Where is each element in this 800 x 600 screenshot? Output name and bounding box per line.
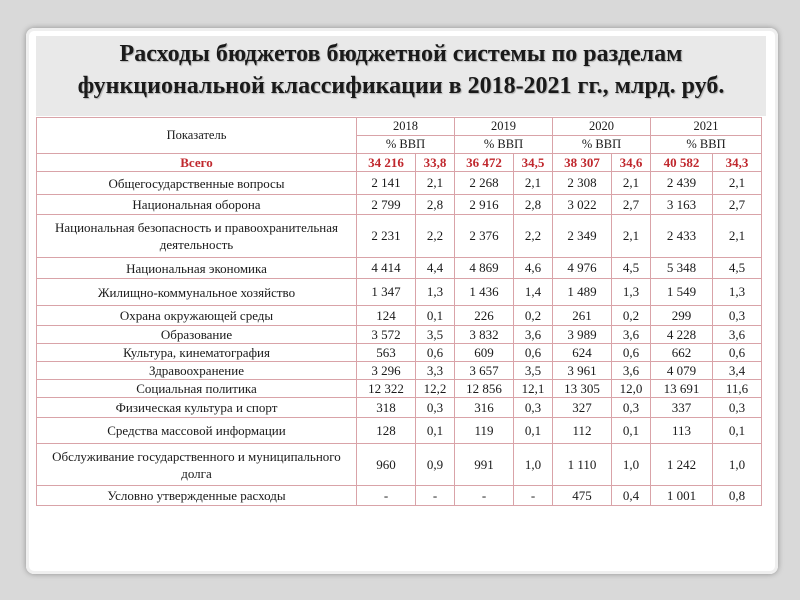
gdp-2021: 0,1 (713, 418, 762, 444)
value-2020: 2 349 (553, 215, 612, 258)
gdp-2018: 1,3 (416, 279, 455, 306)
value-2020: 327 (553, 398, 612, 418)
row-label: Культура, кинематография (37, 344, 357, 362)
gdp-2018: 0,1 (416, 418, 455, 444)
table-header-row-years (37, 118, 762, 136)
value-2020: 624 (553, 344, 612, 362)
value-2019: 1 436 (455, 279, 514, 306)
row-label: Средства массовой информации (37, 418, 357, 444)
value-2018: 2 799 (357, 195, 416, 215)
value-2019: 36 472 (455, 154, 514, 172)
table-row-total (37, 154, 762, 172)
value-2020: 1 110 (553, 444, 612, 486)
row-label: Условно утвержденные расходы (37, 486, 357, 506)
value-2018: 1 347 (357, 279, 416, 306)
value-2019: 2 916 (455, 195, 514, 215)
gdp-2020: 4,5 (612, 258, 651, 279)
gdp-2018: 2,2 (416, 215, 455, 258)
value-2021: 3 163 (651, 195, 713, 215)
table-row (37, 326, 762, 344)
gdp-2018: 3,5 (416, 326, 455, 344)
table-row (37, 380, 762, 398)
value-2018: 128 (357, 418, 416, 444)
gdp-2018: 12,2 (416, 380, 455, 398)
gdp-2021: 34,3 (713, 154, 762, 172)
header-gdp-2021: % ВВП (651, 136, 762, 154)
gdp-2019: 2,1 (514, 172, 553, 195)
value-2020: 3 989 (553, 326, 612, 344)
gdp-2019: 34,5 (514, 154, 553, 172)
value-2021: 4 079 (651, 362, 713, 380)
gdp-2020: 34,6 (612, 154, 651, 172)
row-label: Образование (37, 326, 357, 344)
gdp-2020: 12,0 (612, 380, 651, 398)
value-2019: 119 (455, 418, 514, 444)
gdp-2021: 1,0 (713, 444, 762, 486)
value-2019: 609 (455, 344, 514, 362)
slide-bottom-area (36, 526, 761, 566)
gdp-2019: - (514, 486, 553, 506)
row-label: Охрана окружающей среды (37, 306, 357, 326)
gdp-2019: 4,6 (514, 258, 553, 279)
gdp-2018: 0,9 (416, 444, 455, 486)
header-indicator: Показатель (37, 118, 357, 154)
row-label: Общегосударственные вопросы (37, 172, 357, 195)
table-row (37, 362, 762, 380)
value-2020: 3 961 (553, 362, 612, 380)
value-2018: 3 572 (357, 326, 416, 344)
gdp-2020: 0,1 (612, 418, 651, 444)
gdp-2021: 2,7 (713, 195, 762, 215)
gdp-2020: 0,4 (612, 486, 651, 506)
header-year-2018: 2018 (357, 118, 455, 136)
value-2020: 112 (553, 418, 612, 444)
value-2020: 38 307 (553, 154, 612, 172)
gdp-2018: 33,8 (416, 154, 455, 172)
gdp-2021: 2,1 (713, 215, 762, 258)
gdp-2020: 0,2 (612, 306, 651, 326)
gdp-2021: 0,3 (713, 398, 762, 418)
gdp-2021: 3,6 (713, 326, 762, 344)
table-row (37, 306, 762, 326)
row-label: Национальная экономика (37, 258, 357, 279)
value-2020: 4 976 (553, 258, 612, 279)
value-2020: 1 489 (553, 279, 612, 306)
gdp-2018: 2,1 (416, 172, 455, 195)
gdp-2018: 4,4 (416, 258, 455, 279)
gdp-2019: 1,0 (514, 444, 553, 486)
gdp-2019: 3,5 (514, 362, 553, 380)
value-2021: 113 (651, 418, 713, 444)
value-2018: 124 (357, 306, 416, 326)
gdp-2020: 2,1 (612, 215, 651, 258)
value-2021: 337 (651, 398, 713, 418)
table-row (37, 344, 762, 362)
value-2018: 2 141 (357, 172, 416, 195)
value-2019: 2 376 (455, 215, 514, 258)
row-label: Физическая культура и спорт (37, 398, 357, 418)
value-2021: 40 582 (651, 154, 713, 172)
slide-title: Расходы бюджетов бюджетной системы по разделам функциональной классификации в 2018-2021 гг., млрд. руб. (77, 41, 725, 99)
value-2021: 299 (651, 306, 713, 326)
gdp-2021: 1,3 (713, 279, 762, 306)
row-label: Национальная безопасность и правоохранительная деятельность (37, 215, 357, 258)
gdp-2018: 0,1 (416, 306, 455, 326)
value-2019: 4 869 (455, 258, 514, 279)
value-2020: 475 (553, 486, 612, 506)
row-label: Социальная политика (37, 380, 357, 398)
value-2018: 12 322 (357, 380, 416, 398)
row-label: Национальная оборона (37, 195, 357, 215)
budget-expenses-table (36, 117, 762, 506)
gdp-2019: 2,8 (514, 195, 553, 215)
value-2021: 13 691 (651, 380, 713, 398)
gdp-2019: 12,1 (514, 380, 553, 398)
gdp-2019: 3,6 (514, 326, 553, 344)
header-gdp-2018: % ВВП (357, 136, 455, 154)
row-label: Всего (37, 154, 357, 172)
table-row (37, 215, 762, 258)
table-row (37, 486, 762, 506)
header-year-2020: 2020 (553, 118, 651, 136)
gdp-2019: 1,4 (514, 279, 553, 306)
gdp-2019: 0,2 (514, 306, 553, 326)
table-row (37, 195, 762, 215)
gdp-2021: 0,6 (713, 344, 762, 362)
gdp-2019: 0,1 (514, 418, 553, 444)
gdp-2020: 1,0 (612, 444, 651, 486)
value-2018: 2 231 (357, 215, 416, 258)
gdp-2020: 1,3 (612, 279, 651, 306)
gdp-2019: 0,3 (514, 398, 553, 418)
gdp-2021: 0,8 (713, 486, 762, 506)
value-2018: 318 (357, 398, 416, 418)
value-2021: 1 242 (651, 444, 713, 486)
gdp-2019: 0,6 (514, 344, 553, 362)
header-year-2019: 2019 (455, 118, 553, 136)
header-gdp-2019: % ВВП (455, 136, 553, 154)
gdp-2018: - (416, 486, 455, 506)
value-2019: 3 657 (455, 362, 514, 380)
value-2021: 1 001 (651, 486, 713, 506)
table-row (37, 398, 762, 418)
value-2020: 2 308 (553, 172, 612, 195)
table-row (37, 279, 762, 306)
gdp-2018: 0,6 (416, 344, 455, 362)
value-2020: 3 022 (553, 195, 612, 215)
table-row (37, 172, 762, 195)
value-2019: 3 832 (455, 326, 514, 344)
value-2018: - (357, 486, 416, 506)
row-label: Жилищно-коммунальное хозяйство (37, 279, 357, 306)
gdp-2020: 3,6 (612, 326, 651, 344)
value-2021: 5 348 (651, 258, 713, 279)
value-2018: 563 (357, 344, 416, 362)
value-2021: 2 439 (651, 172, 713, 195)
value-2021: 4 228 (651, 326, 713, 344)
value-2021: 662 (651, 344, 713, 362)
value-2018: 4 414 (357, 258, 416, 279)
gdp-2020: 2,1 (612, 172, 651, 195)
gdp-2021: 0,3 (713, 306, 762, 326)
value-2021: 2 433 (651, 215, 713, 258)
table-row (37, 444, 762, 486)
gdp-2018: 3,3 (416, 362, 455, 380)
value-2019: 2 268 (455, 172, 514, 195)
value-2019: 991 (455, 444, 514, 486)
value-2019: 226 (455, 306, 514, 326)
value-2020: 261 (553, 306, 612, 326)
gdp-2021: 3,4 (713, 362, 762, 380)
value-2018: 3 296 (357, 362, 416, 380)
budget-table-container (36, 117, 761, 506)
gdp-2019: 2,2 (514, 215, 553, 258)
gdp-2020: 3,6 (612, 362, 651, 380)
value-2018: 960 (357, 444, 416, 486)
header-gdp-2020: % ВВП (553, 136, 651, 154)
gdp-2021: 4,5 (713, 258, 762, 279)
row-label: Здравоохранение (37, 362, 357, 380)
gdp-2021: 2,1 (713, 172, 762, 195)
value-2020: 13 305 (553, 380, 612, 398)
gdp-2020: 2,7 (612, 195, 651, 215)
table-body (37, 154, 762, 506)
gdp-2020: 0,6 (612, 344, 651, 362)
row-label: Обслуживание государственного и муниципального долга (37, 444, 357, 486)
value-2019: - (455, 486, 514, 506)
gdp-2018: 2,8 (416, 195, 455, 215)
value-2019: 316 (455, 398, 514, 418)
value-2019: 12 856 (455, 380, 514, 398)
table-row (37, 418, 762, 444)
value-2021: 1 549 (651, 279, 713, 306)
gdp-2020: 0,3 (612, 398, 651, 418)
gdp-2021: 11,6 (713, 380, 762, 398)
gdp-2018: 0,3 (416, 398, 455, 418)
table-row (37, 258, 762, 279)
value-2018: 34 216 (357, 154, 416, 172)
header-year-2021: 2021 (651, 118, 762, 136)
